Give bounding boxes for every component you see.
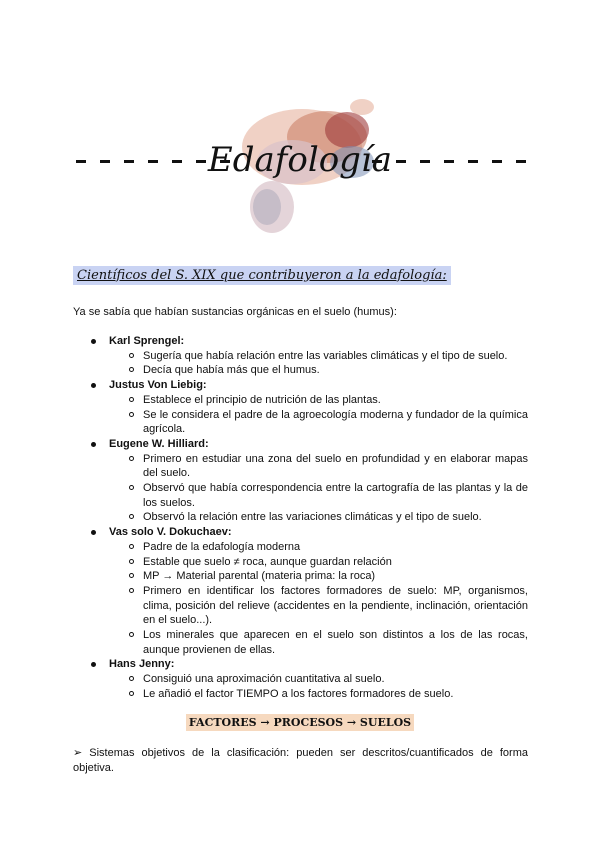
process-text: FACTORES → PROCESOS → SUELOS [186,714,414,731]
circle-bullet-icon [129,514,134,519]
fact-item [109,687,528,702]
circle-bullet-icon [129,353,134,358]
fact-item [109,452,528,481]
page-title: Edafología [207,140,393,180]
scientist-list [73,334,528,702]
intro-text: Ya se sabía que habían sustancias orgánicas en el suelo (humus): [73,306,397,318]
header [0,92,600,252]
fact-item [109,628,528,657]
scientist-item [73,378,528,437]
fact-text: Primero en estudiar una zona del suelo en profundidad y en elaborar mapas del suelo. [143,452,528,480]
scientist-name: Vas solo V. Dokuchaev: [109,526,232,539]
circle-bullet-icon [129,412,134,417]
scientist-name: Eugene W. Hilliard: [109,437,209,450]
fact-list [109,540,528,658]
fact-text: Estable que suelo ≠ roca, aunque guardan relación [143,555,392,568]
circle-bullet-icon [129,456,134,461]
fact-text: Observó que había correspondencia entre la cartografía de las plantas y la de los suelos. [143,482,528,509]
circle-bullet-icon [129,367,134,372]
footer-note: ➢ Sistemas objetivos de la clasificación: pueden ser descritos/cuantificados de forma objetiva. [73,747,528,774]
circle-bullet-icon [129,588,134,593]
fact-text: Los minerales que aparecen en el suelo son distintos a los de las rocas, aunque provienen de ellas. [143,629,528,656]
circle-bullet-icon [129,632,134,637]
scientist-name: Hans Jenny: [109,658,175,671]
process-banner [0,716,600,729]
circle-bullet-icon [129,544,134,549]
fact-list [109,452,528,526]
fact-item [109,540,528,555]
fact-text: Primero en identificar los factores formadores de suelo: MP, organismos, clima, posición del relieve (accidentes en la pendiente, inclinación, orientación en el suelo...). [143,584,528,627]
circle-bullet-icon [129,573,134,578]
fact-text: Se le considera el padre de la agroecología moderna y fundador de la química agrícola. [143,408,528,436]
circle-bullet-icon [129,676,134,681]
fact-text: MP → Material parental (materia prima: la roca) [143,570,376,583]
fact-list [109,672,528,701]
circle-bullet-icon [129,397,134,402]
fact-text: Sugería que había relación entre las variables climáticas y el tipo de suelo. [143,349,508,362]
section-title: Científicos del S. XIX que contribuyeron a la edafología: [73,266,451,285]
bullet-icon [91,662,96,667]
fact-item [109,393,528,408]
fact-item [109,584,528,628]
fact-text: Consiguió una aproximación cuantitativa al suelo. [143,673,385,686]
fact-item [109,569,528,584]
scientist-name: Justus Von Liebig: [109,379,207,392]
circle-bullet-icon [129,691,134,696]
fact-item [109,363,528,378]
fact-item [109,481,528,510]
circle-bullet-icon [129,485,134,490]
fact-item [109,408,528,437]
scientist-item [73,437,528,525]
scientist-name: Karl Sprengel: [109,335,185,347]
fact-item [109,349,528,364]
fact-text: Decía que había más que el humus. [143,364,320,377]
bullet-icon [91,383,96,388]
fact-item [109,555,528,570]
fact-text: Observó la relación entre las variaciones climáticas y el tipo de suelo. [143,511,482,524]
fact-list [109,349,528,378]
fact-item [109,510,528,525]
scientist-item [73,525,528,657]
circle-bullet-icon [129,559,134,564]
fact-text: Le añadió el factor TIEMPO a los factores formadores de suelo. [143,687,454,700]
fact-text: Padre de la edafología moderna [143,540,301,553]
fact-text: Establece el principio de nutrición de las plantas. [143,393,381,406]
bullet-icon [91,339,96,344]
bullet-icon [91,530,96,535]
scientist-item [73,657,528,701]
fact-item [109,672,528,687]
scientist-item [73,334,528,378]
bullet-icon [91,442,96,447]
fact-list [109,393,528,437]
